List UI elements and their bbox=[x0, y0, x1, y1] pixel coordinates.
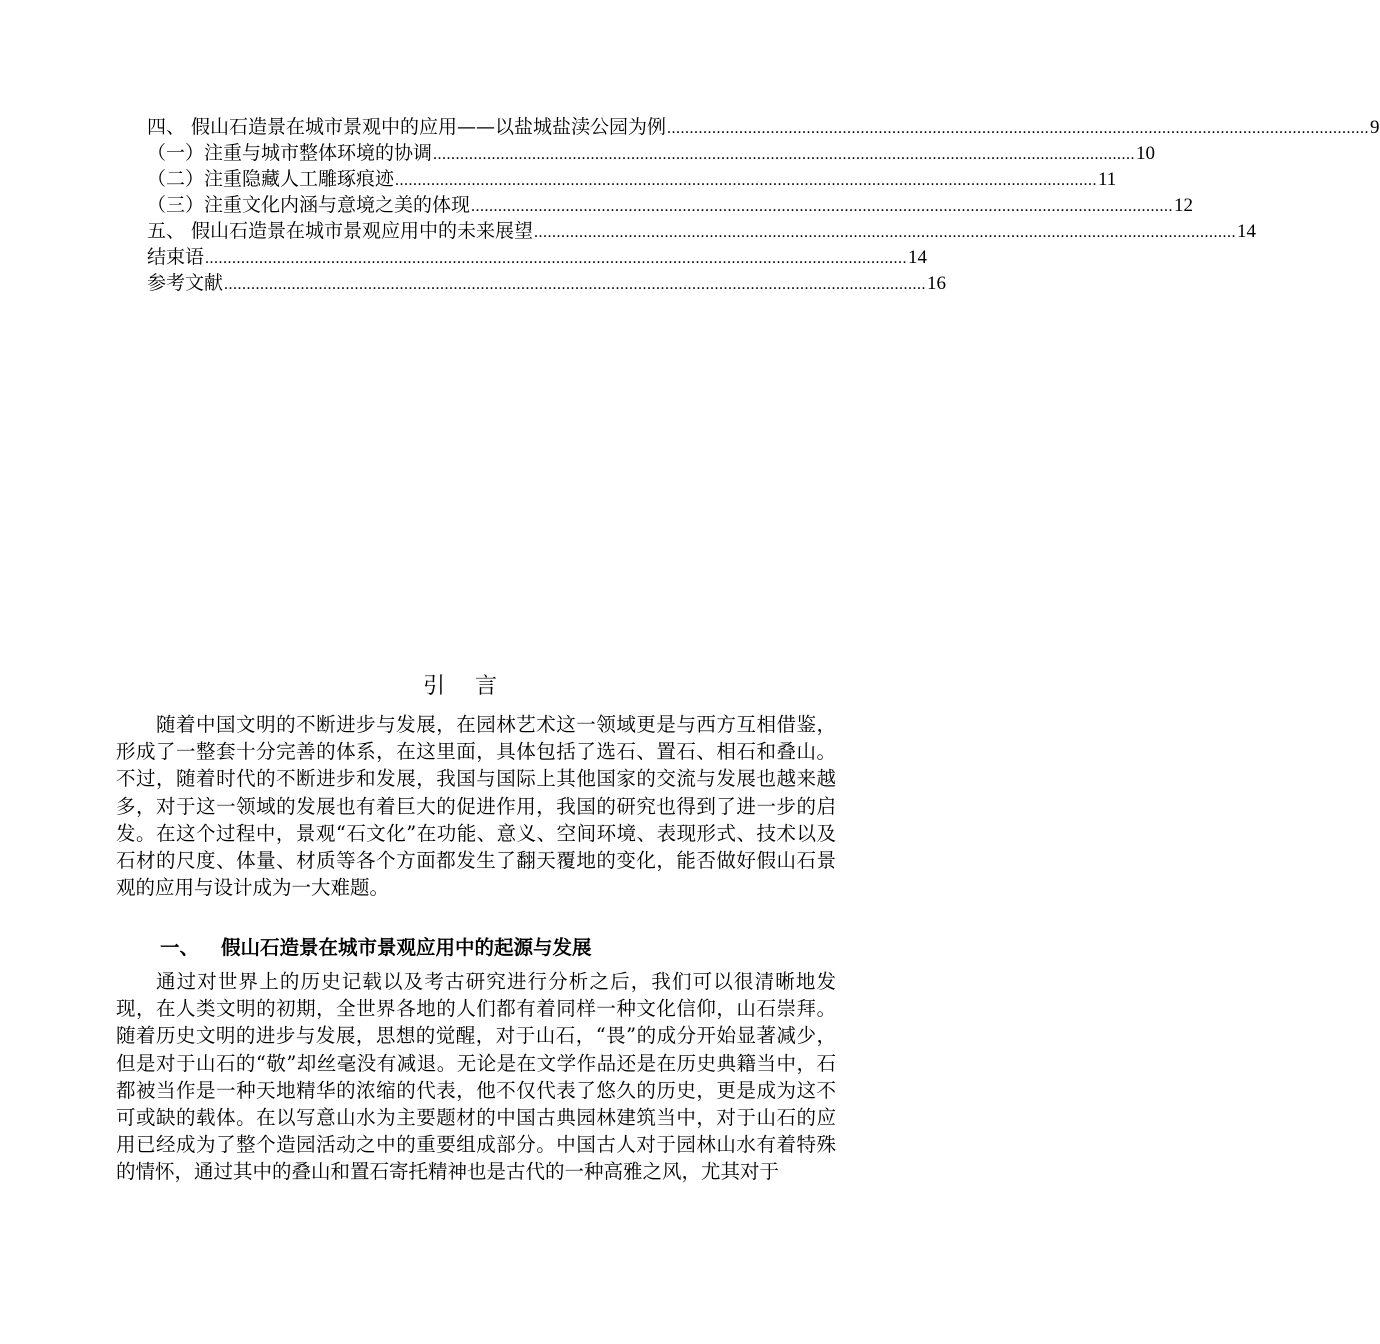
toc-entry[interactable] bbox=[147, 140, 1156, 166]
table-of-contents bbox=[147, 114, 1380, 296]
section-title: 假山石造景在城市景观应用中的起源与发展 bbox=[221, 936, 592, 959]
toc-entry[interactable] bbox=[147, 244, 928, 270]
toc-dot-leader: ............................................................................................................................................................ bbox=[224, 276, 927, 293]
toc-entry-title: 五、 假山石造景在城市景观应用中的未来展望 bbox=[147, 220, 534, 242]
toc-entry-page: 12 bbox=[1174, 195, 1194, 216]
toc-entry-page: 11 bbox=[1098, 169, 1117, 190]
toc-entry-page: 14 bbox=[908, 247, 928, 268]
toc-entry-page: 14 bbox=[1237, 221, 1257, 242]
toc-entry[interactable] bbox=[147, 270, 947, 296]
intro-heading: 引言 bbox=[422, 674, 527, 699]
toc-dot-leader: ............................................................................................................................................................ bbox=[395, 172, 1098, 189]
toc-entry[interactable] bbox=[147, 192, 1194, 218]
toc-dot-leader: ............................................................................................................................................................ bbox=[205, 250, 908, 267]
section-heading bbox=[160, 934, 592, 962]
toc-entry[interactable] bbox=[147, 166, 1117, 192]
toc-entry-title: （三）注重文化内涵与意境之美的体现 bbox=[147, 194, 471, 216]
toc-entry[interactable] bbox=[147, 218, 1257, 244]
section-number: 一、 bbox=[160, 936, 200, 959]
toc-entry[interactable] bbox=[147, 114, 1380, 140]
toc-entry-page: 10 bbox=[1136, 143, 1156, 164]
section-paragraph: 通过对世界上的历史记载以及考古研究进行分析之后，我们可以很清晰地发现，在人类文明的初期，全世界各地的人们都有着同样一种文化信仰，山石崇拜。随着历史文明的进步与发展，思想的觉醒，对于山石，“畏”的成分开始显著减少，但是对于山石的“敬”却丝毫没有减退。无论是在文学作品还是在历史典籍当中，石都被当作是一种天地精华的浓缩的代表，他不仅代表了悠久的历史，更是成为这不可或缺的载体。在以写意山水为主要题材的中国古典园林建筑当中，对于山石的应用已经成为了整个造园活动之中的重要组成部分。中国古人对于园林山水有着特殊的情怀，通过其中的叠山和置石寄托精神也是古代的一种高雅之风，尤其对于 bbox=[116, 970, 836, 1184]
toc-dot-leader: ............................................................................................................................................................ bbox=[433, 146, 1136, 163]
intro-paragraph: 随着中国文明的不断进步与发展，在园林艺术这一领域更是与西方互相借鉴，形成了一整套十分完善的体系，在这里面，具体包括了选石、置石、相石和叠山。不过，随着时代的不断进步和发展，我国与国际上其他国家的交流与发展也越来越多，对于这一领域的发展也有着巨大的促进作用，我国的研究也得到了进一步的启发。在这个过程中，景观“石文化”在功能、意义、空间环境、表现形式、技术以及石材的尺度、体量、材质等各个方面都发生了翻天覆地的变化，能否做好假山石景观的应用与设计成为一大难题。 bbox=[116, 713, 836, 900]
toc-entry-title: （二）注重隐藏人工雕琢痕迹 bbox=[147, 168, 395, 190]
toc-entry-page: 16 bbox=[927, 273, 947, 294]
toc-dot-leader: ............................................................................................................................................................ bbox=[471, 198, 1174, 215]
toc-entry-title: （一）注重与城市整体环境的协调 bbox=[147, 142, 433, 164]
toc-entry-page: 9 bbox=[1370, 117, 1380, 138]
toc-entry-title: 参考文献 bbox=[147, 272, 224, 294]
toc-dot-leader: ............................................................................................................................................................ bbox=[534, 224, 1237, 241]
toc-entry-title: 结束语 bbox=[147, 246, 205, 268]
toc-entry-title: 四、 假山石造景在城市景观中的应用——以盐城盐渎公园为例 bbox=[147, 116, 667, 138]
toc-dot-leader: ............................................................................................................................................................ bbox=[667, 120, 1370, 137]
